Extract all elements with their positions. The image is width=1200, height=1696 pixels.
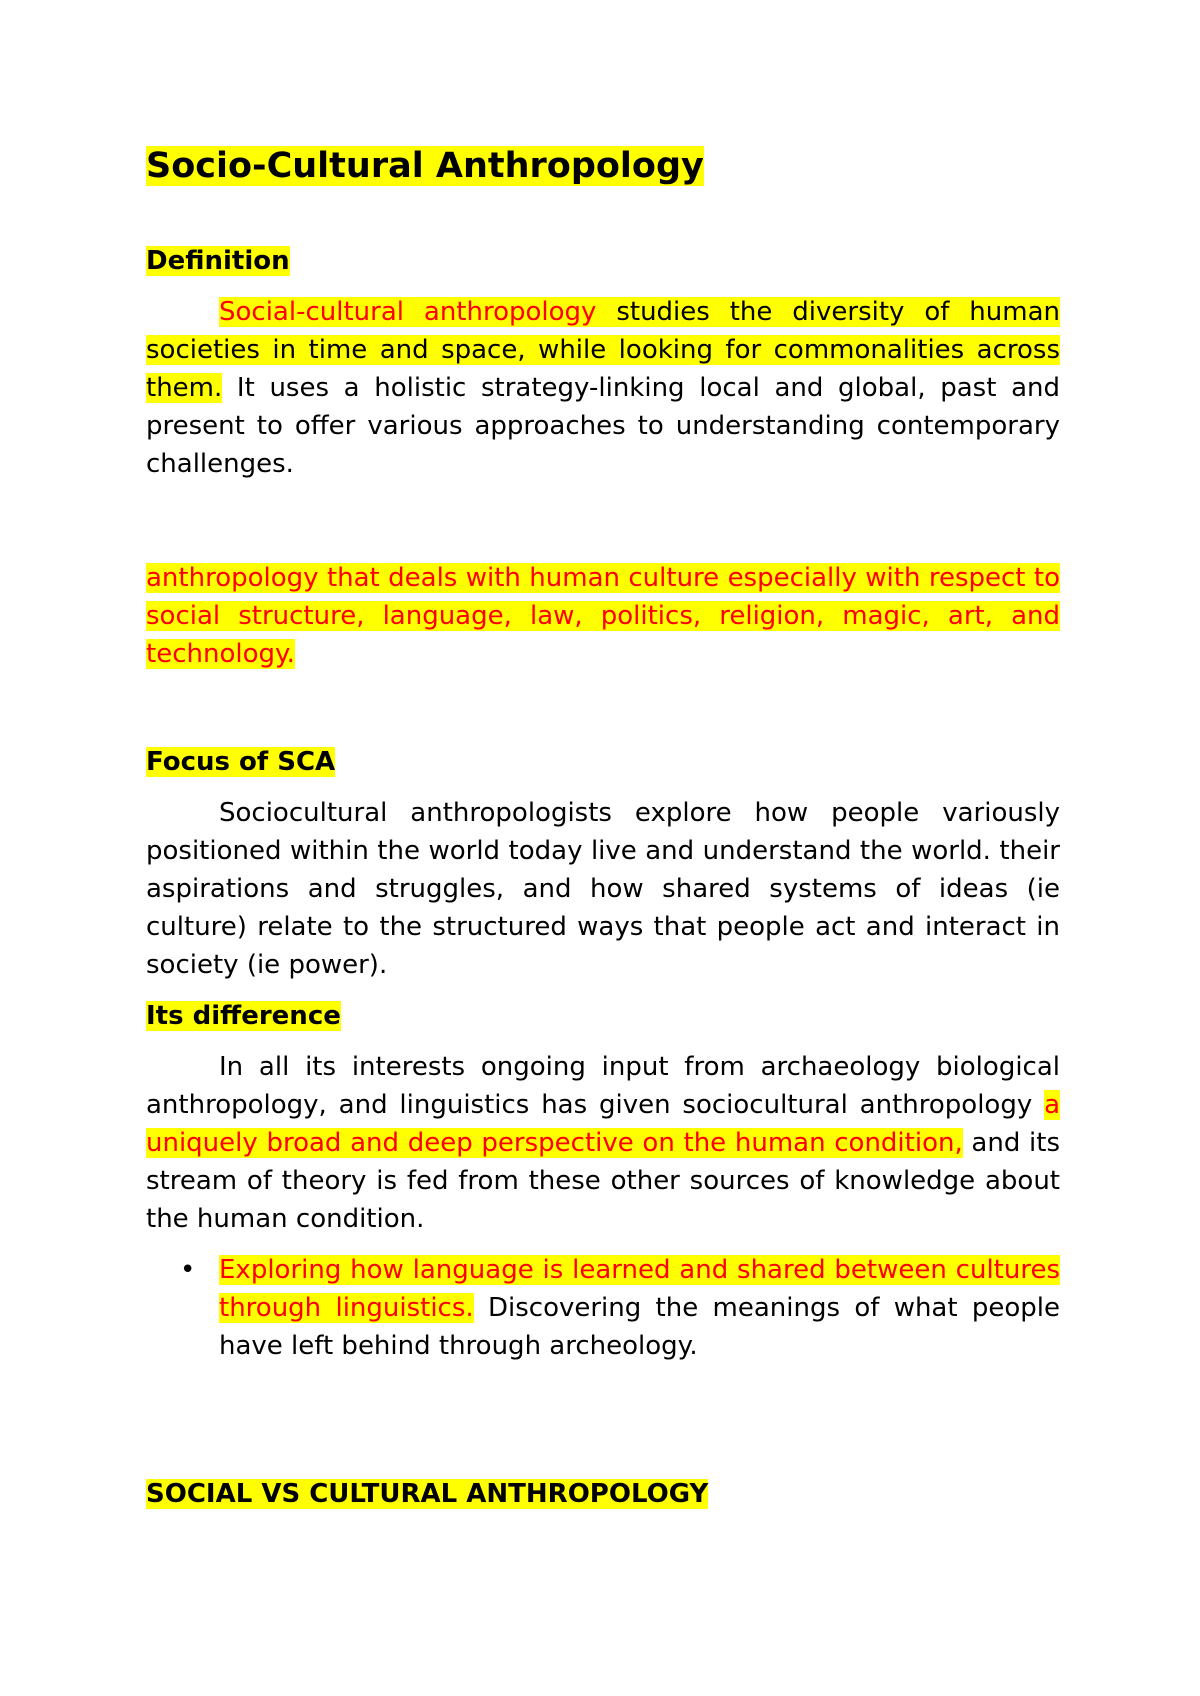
difference-heading-text: Its difference — [146, 1001, 341, 1031]
focus-heading-text: Focus of SCA — [146, 747, 336, 777]
difference-paragraph — [146, 1048, 1060, 1238]
difference-end-text: and its stream of theory is fed from these other sources of knowledge about the human condition. — [146, 1128, 1060, 1234]
list-item-rest: Discovering the meanings of what people have left behind through archeology. — [219, 1293, 1061, 1361]
definition-paragraph-1 — [146, 293, 1060, 483]
focus-text: Sociocultural anthropologists explore how people variously positioned within the world today live and understand the world. their aspirations and struggles, and how shared systems of ideas (ie culture) relate to the structured ways that people act and interact in society (ie power). — [146, 798, 1060, 980]
definition-highlighted-text: studies the diversity of human societies in time and space, while looking for commonalities across them. — [146, 297, 1061, 403]
title-text: Socio-Cultural Anthropology — [146, 146, 704, 186]
difference-highlight-text: a uniquely broad and deep perspective on the human condition, — [146, 1090, 1060, 1158]
definition-term: Social-cultural anthropology — [219, 297, 597, 327]
definition-rest-text: It uses a holistic strategy-linking local and global, past and present to offer various approaches to understanding contemporary challenges. — [146, 373, 1060, 479]
focus-paragraph — [146, 794, 1060, 984]
definition-heading-text: Definition — [146, 246, 290, 276]
document-title — [146, 140, 1060, 192]
document-body — [146, 140, 1060, 1513]
difference-start-text: In all its interests ongoing input from archaeology biological anthropology, and linguistics has given sociocultural anthropology — [146, 1052, 1060, 1120]
list-item — [146, 1251, 1060, 1365]
social-vs-cultural-heading — [146, 1475, 1060, 1513]
social-vs-cultural-heading-text: SOCIAL VS CULTURAL ANTHROPOLOGY — [146, 1479, 709, 1509]
definition-heading — [146, 242, 1060, 280]
list-item-text — [219, 1251, 1060, 1365]
definition-alt-text: anthropology that deals with human culture especially with respect to social structure, language, law, politics, religion, magic, art, and technology. — [146, 563, 1060, 669]
difference-heading — [146, 997, 1060, 1035]
focus-heading — [146, 743, 1060, 781]
bullet-icon: • — [180, 1255, 196, 1285]
list-item-highlight: Exploring how language is learned and shared between cultures through linguistics. — [219, 1255, 1060, 1323]
definition-paragraph-2 — [146, 559, 1060, 673]
